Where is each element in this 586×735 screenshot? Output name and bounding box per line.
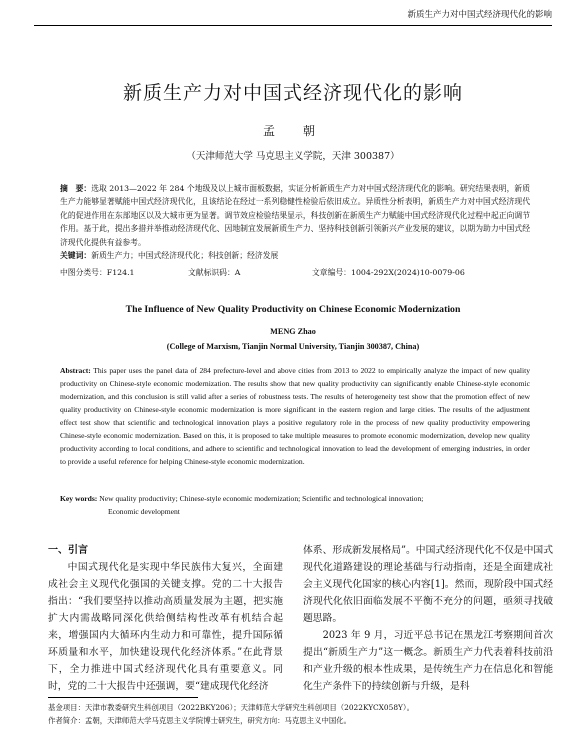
- abstract-cn-text: 选取 2013—2022 年 284 个地级及以上城市面板数据，实证分析新质生产力对中国式经济现代化的影响。研究结果表明，新质生产力能够显著赋能中国式经济现代化，且该结论在经过一系列稳健性检验后依旧成立。异质性分析表明，新质生产力对中国式经济现代化的促进作用在东部地区以及大城市更为显著。调节效应检验结果显示，科技创新在新质生产力赋能中国式经济现代化过程中起正向调节作用。基于此，提出多措并举推动经济现代化、因地制宜发展新质生产力、坚持科技创新引领新兴产业发展的建议，以期为助力中国式经济现代化提供有益参考。: [60, 184, 531, 247]
- document-code: 文献标识码：A: [188, 268, 241, 277]
- author-name-en: MENG Zhao: [270, 327, 316, 336]
- article-title-en: The Influence of New Quality Productivity on Chinese Economic Modernization: [125, 304, 461, 315]
- header-rule: [34, 25, 552, 26]
- article-number: 文章编号：1004-292X(2024)10-0079-06: [312, 268, 465, 277]
- body-paragraph: 2023 年 9 月，习近平总书记在黑龙江考察期间首次提出“新质生产力”这一概念。新质生产力代表着科技前沿和产业升级的根本性成果，是传统生产力在信息化和智能化生产条件下的持续创新与升级，是科: [303, 630, 553, 692]
- article-title-cn: 新质生产力对中国式经济现代化的影响: [122, 82, 463, 104]
- abstract-cn-label: 摘 要：: [60, 184, 92, 193]
- keywords-en: [60, 492, 530, 518]
- author-name-cn: 孟 朝: [262, 124, 323, 138]
- affiliation-cn: （天津师范大学 马克思主义学院，天津 300387）: [186, 151, 400, 162]
- keywords-en-label: Key words:: [60, 494, 98, 503]
- abstract-en-text: This paper uses the panel data of 284 prefecture-level and above cities from 2013 to 2022 to empirically analyze the impact of new quality productivity on Chinese-style economic modernization. The results show that new quality productivity can significantly enable Chinese-style economic modernization, and this conclusion is still valid after a series of robustness tests. The results of heterogeneity test show that the promotion effect of new quality productivity on Chinese-style economic modernization is more significant in the eastern region and large cities. The results of the adjustment effect test show that scientific and technological innovation plays a positive regulatory role in the process of new quality productivity empowering Chinese-style economic modernization. Based on this, it is proposed to take multiple measures to promote economic modernization, develop new quality productivity according to local conditions, and adhere to scientific and technological innovation to lead the development of emerging industries, in order to provide a useful reference for helping Chinese-style economic modernization.: [60, 366, 531, 466]
- footnote: [48, 701, 568, 727]
- fund-note: 基金项目：天津市教委研究生科创项目（2022BKY206）；天津师范大学研究生科创项目（2022KYCX058Y）。: [48, 703, 414, 712]
- section-heading: 一、引言: [48, 545, 88, 556]
- abstract-en-label: Abstract:: [60, 366, 91, 375]
- keywords-en-line2: Economic development: [108, 507, 180, 516]
- running-head: 新质生产力对中国式经济现代化的影响: [407, 10, 552, 20]
- abstract-cn: [60, 182, 530, 249]
- body-left-column: [48, 542, 283, 695]
- keywords-cn-text: 新质生产力；中国式经济现代化；科技创新；经济发展: [91, 251, 279, 260]
- body-paragraph: 体系、形成新发展格局”。中国式经济现代化不仅是中国式现代化道路建设的理论基础与行动指南，还是全面建成社会主义现代化国家的核心内容[1]。然而，现阶段中国式经济现代化依旧面临发展不平衡不充分的问题，亟须寻找破题思路。: [303, 545, 553, 624]
- abstract-en: [60, 364, 530, 468]
- body-right-column: [303, 542, 553, 695]
- body-paragraph: 中国式现代化是实现中华民族伟大复兴，全面建成社会主义现代化强国的关键支撑。党的二十大报告指出：“我们要坚持以推动高质量发展为主题，把实施扩大内需战略同深化供给侧结构性改革有机结合起来，增强国内大循环内生动力和可靠性，提升国际循环质量和水平，加快建设现代化经济体系。”在此背景下，全力推进中国式经济现代化具有重要意义。同时，党的二十大报告中还强调，要“建成现代化经济: [48, 562, 283, 692]
- keywords-cn: [60, 250, 530, 261]
- affiliation-en: (College of Marxism, Tianjin Normal University, Tianjin 300387, China): [166, 342, 420, 351]
- footnote-rule: [48, 697, 198, 698]
- clc-number: 中图分类号：F124.1: [60, 268, 135, 277]
- author-bio-note: 作者简介：孟朝，天津师范大学马克思主义学院博士研究生，研究方向：马克思主义中国化。: [48, 716, 352, 725]
- keywords-en-line1: New quality productivity; Chinese-style economic modernization; Scientific and technological innovation;: [99, 494, 424, 503]
- keywords-cn-label: 关键词：: [60, 251, 92, 260]
